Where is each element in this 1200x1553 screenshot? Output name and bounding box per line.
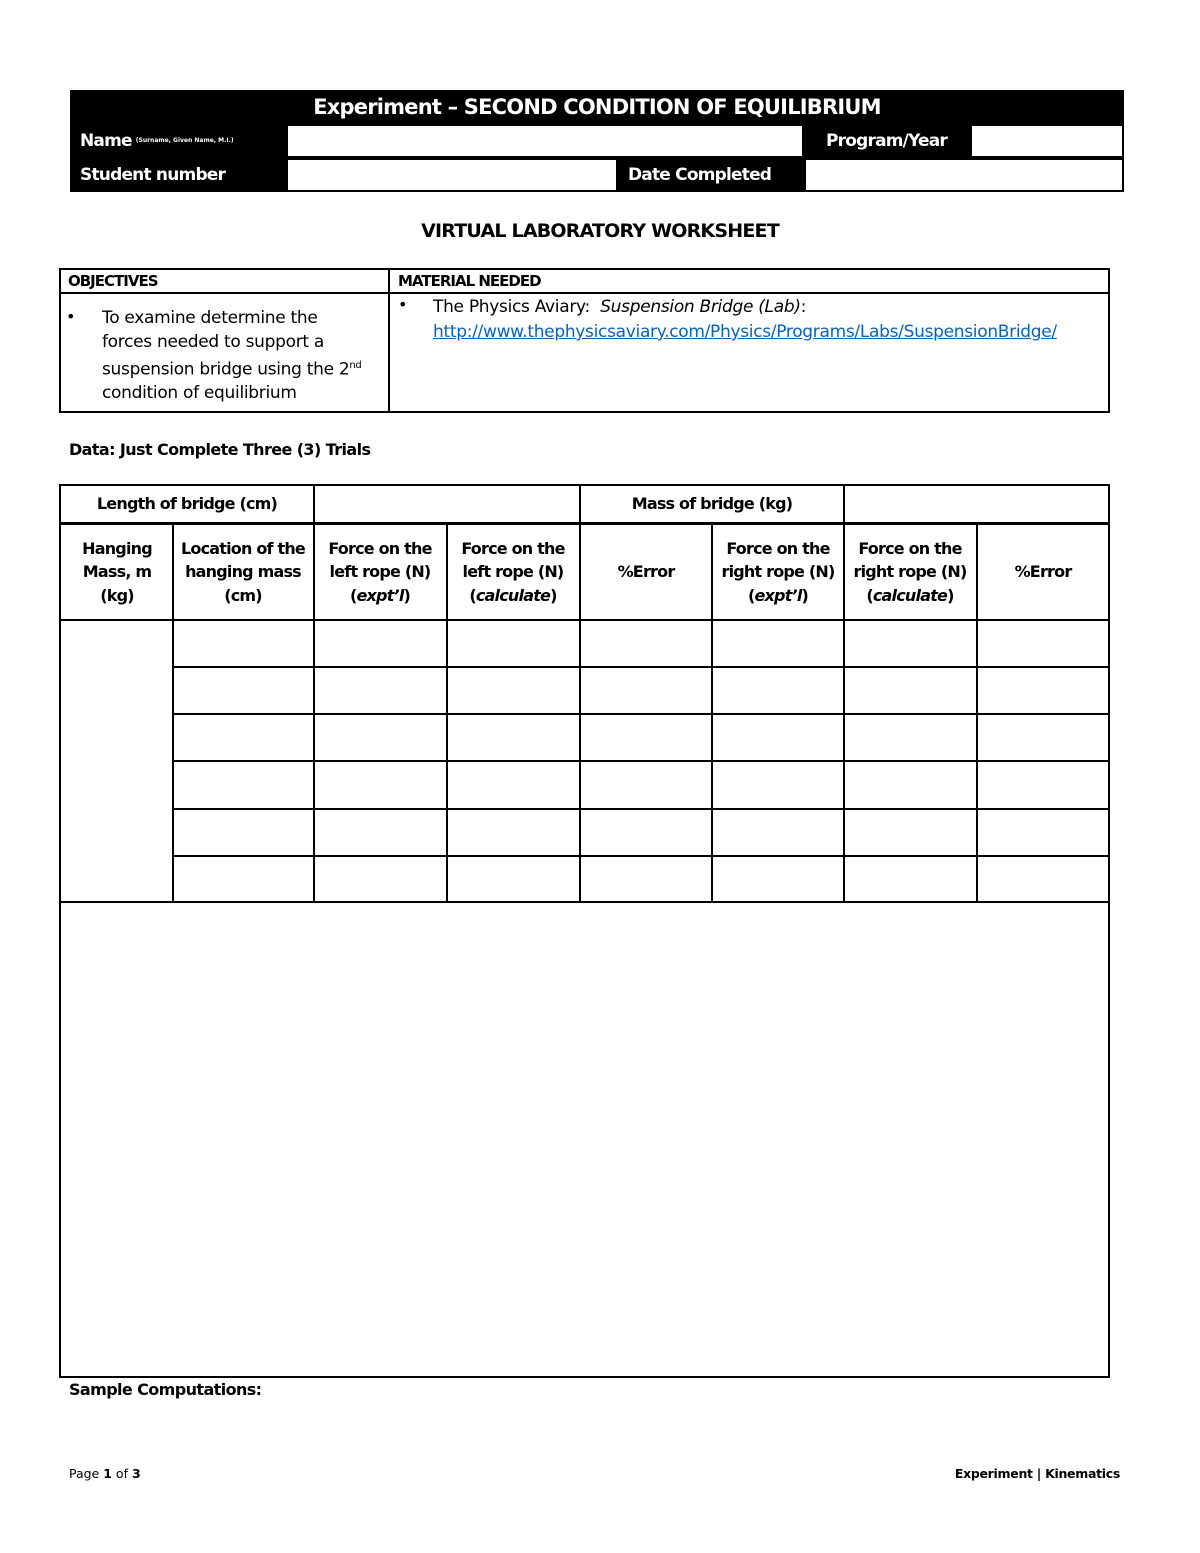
table-cell[interactable] [845,668,976,713]
objective-text: To examine determine the forces needed to support a suspension bridge using the 2nd condition of equilibrium [102,308,362,404]
student-number-field[interactable] [286,158,618,192]
table-cell[interactable] [978,762,1108,808]
mass-of-bridge-label: Mass of bridge (kg) [631,494,793,514]
table-cell[interactable] [315,715,446,760]
program-year-field[interactable] [970,124,1124,158]
col-hanging-mass: Hanging Mass, m (kg) [82,538,152,605]
table-cell[interactable] [581,810,711,855]
table-cell[interactable] [581,668,711,713]
student-row [70,158,1124,192]
table-cell[interactable] [978,715,1108,760]
materials-header: MATERIAL NEEDED [398,272,541,290]
experiment-title: Experiment – SECOND CONDITION OF EQUILIBRIUM [70,90,1124,124]
table-cell[interactable] [174,810,313,855]
table-cell[interactable] [174,621,313,666]
name-field[interactable] [286,124,804,158]
table-cell[interactable] [713,715,843,760]
student-number-label: Student number [70,158,286,192]
material-title: Suspension Bridge (Lab) [600,297,801,317]
material-text: The Physics Aviary: Suspension Bridge (Lab): http://www.thephysicsaviary.com/Physics/Programs/Labs/SuspensionBridge/ [433,297,1057,342]
table-cell[interactable] [845,810,976,855]
table-cell[interactable] [845,762,976,808]
table-cell[interactable] [174,762,313,808]
table-cell[interactable] [448,857,579,901]
length-of-bridge-label: Length of bridge (cm) [96,494,278,514]
table-cell[interactable] [315,857,446,901]
table-cell[interactable] [448,621,579,666]
table-cell[interactable] [978,810,1108,855]
table-cell[interactable] [845,715,976,760]
table-cell[interactable] [174,715,313,760]
table-cell[interactable] [315,810,446,855]
table-cell[interactable] [845,621,976,666]
length-of-bridge-input[interactable] [315,486,579,522]
page-number: Page 1 of 3 [69,1466,141,1481]
date-completed-field[interactable] [804,158,1124,192]
table-cell[interactable] [713,857,843,901]
table-cell[interactable] [978,668,1108,713]
name-hint: (Surname, Given Name, M.I.) [135,137,234,144]
col-error-2: %Error [1014,562,1072,582]
table-cell[interactable] [713,621,843,666]
table-cell[interactable] [713,668,843,713]
table-cell[interactable] [315,762,446,808]
table-cell[interactable] [978,857,1108,901]
data-label: Data: Just Complete Three (3) Trials [69,440,371,459]
bullet-icon: • [66,307,76,326]
table-cell[interactable] [315,621,446,666]
sample-computations-label: Sample Computations: [69,1380,262,1399]
name-row [70,124,1124,158]
mass-of-bridge-input[interactable] [845,486,1108,522]
table-cell[interactable] [713,810,843,855]
name-label: Name (Surname, Given Name, M.I.) [70,124,286,158]
table-cell[interactable] [713,762,843,808]
table-cell[interactable] [174,857,313,901]
col-right-force-expt: Force on the right rope (N) (expt’l) [721,538,835,605]
table-cell[interactable] [845,857,976,901]
col-error-1: %Error [617,562,675,582]
table-cell[interactable] [174,668,313,713]
col-left-force-expt: Force on the left rope (N) (expt’l) [328,538,432,605]
bullet-icon: • [398,295,408,314]
table-cell[interactable] [448,762,579,808]
objectives-header: OBJECTIVES [68,272,158,290]
table-cell[interactable] [581,621,711,666]
table-cell[interactable] [448,810,579,855]
program-year-label: Program/Year [804,124,970,158]
table-cell[interactable] [978,621,1108,666]
table-cell[interactable] [448,715,579,760]
table-cell[interactable] [581,857,711,901]
table-cell[interactable] [448,668,579,713]
footer-course: Experiment | Kinematics [954,1466,1120,1481]
col-location: Location of the hanging mass (cm) [181,538,305,605]
col-left-force-calc: Force on the left rope (N) (calculate) [461,538,565,605]
date-completed-label: Date Completed [618,158,804,192]
col-right-force-calc: Force on the right rope (N) (calculate) [853,538,967,605]
worksheet-title: VIRTUAL LABORATORY WORKSHEET [421,220,779,242]
suspension-bridge-link[interactable]: http://www.thephysicsaviary.com/Physics/Programs/Labs/SuspensionBridge/ [433,322,1057,342]
table-cell[interactable] [581,715,711,760]
table-cell[interactable] [581,762,711,808]
graph-area[interactable] [61,903,1108,1376]
table-cell[interactable] [315,668,446,713]
hanging-mass-cell[interactable] [61,621,172,901]
